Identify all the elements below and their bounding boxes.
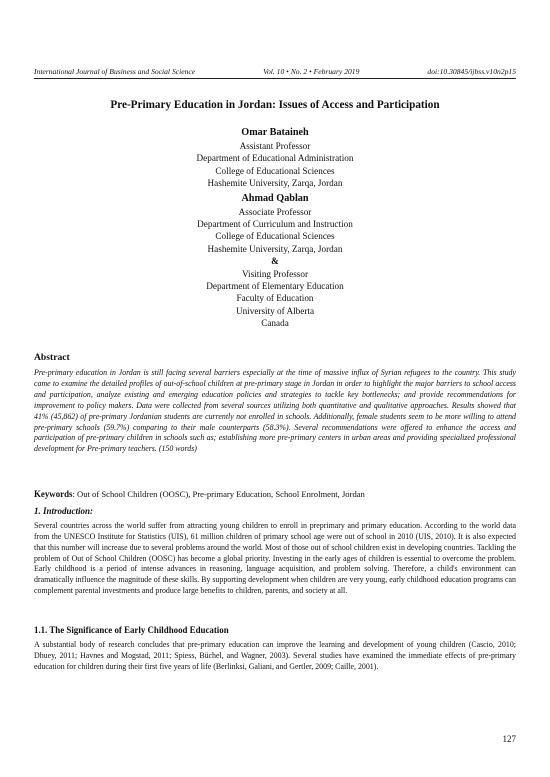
doi: doi:10.30845/ijbss.v10n2p15 — [427, 67, 516, 76]
abstract-heading: Abstract — [34, 352, 70, 363]
author-name-1: Omar Bataineh — [241, 127, 309, 138]
author-ampersand: & — [271, 256, 279, 267]
author-2-visiting-country: Canada — [261, 318, 289, 329]
section-heading-introduction: 1. Introduction: — [34, 506, 94, 516]
author-2-position: Associate Professor — [238, 206, 312, 217]
page-number: 127 — [502, 734, 516, 744]
running-header — [34, 67, 516, 79]
author-1-department: Department of Educational Administration — [196, 153, 354, 164]
author-block — [0, 126, 550, 330]
author-2-university: Hashemite University, Zarqa, Jordan — [207, 243, 343, 254]
author-2-college: College of Educational Sciences — [215, 231, 335, 242]
issue-info: Vol. 10 • No. 2 • February 2019 — [263, 67, 360, 76]
paper-title: Pre-Primary Education in Jordan: Issues of Access and Participation — [110, 99, 440, 111]
author-1-university: Hashemite University, Zarqa, Jordan — [207, 178, 343, 189]
abstract-text: Pre-primary education in Jordan is still facing several barriers especially at the time of massive influx of Syrian refugees to the country. This study came to examine the detailed profiles of out-of-school children at pre-primary stage in Jordan in order to highlight the major barriers to school access and participation, analyze existing and emerging education policies and strategies to tackle key bottlenecks; and provide recommendations for improvement to policy makers. Data were collected from several sources utilizing both quantitative and qualitative approaches. Results showed that 41% (45,862) of pre-primary Jordanian students are currently not enrolled in schools. Additionally, female students seem to be more willing to attend pre-primary schools (59.7%) comparing to their male counterparts (58.3%). Several recommendations were offered to enhance the access and participation of pre-primary children in schools such as; establishing more pre-primary centers in urban areas and providing specialized professional development for Pre-primary teachers. (150 words) — [34, 368, 516, 454]
author-2-visiting-department: Department of Elementary Education — [206, 281, 344, 292]
keywords-line — [34, 489, 516, 499]
introduction-paragraph: Several countries across the world suffer from attracting young children to enroll in preprimary and primary education. According to the world data from the UNESCO Institute for Statistics (UIS), 61 million children of primary school age were out of school in 2010 (UIS, 2010). It is also expected that this number will increase due to several problems around the world. Most of those out of school children exist in developing countries. Tackling the problem of Out of School Children (OOSC) has become a global priority. Investing in the early ages of children is essential to overcome the problem. Early childhood is a period of intense advances in reasoning, language acquisition, and problem solving. Therefore, a child's environment can dramatically influence the magnitude of these skills. By supporting development when children are very young, early childhood education programs can complement parental investments and produce large benefits to children, parents, and society at all. — [34, 521, 516, 596]
author-2-visiting-university: University of Alberta — [235, 305, 315, 316]
keywords-text: : Out of School Children (OOSC), Pre-primary Education, School Enrolment, Jordan — [72, 489, 365, 499]
author-2-department: Department of Curriculum and Instruction — [197, 219, 353, 230]
section-heading-significance: 1.1. The Significance of Early Childhood Education — [34, 625, 229, 635]
author-2-visiting-faculty: Faculty of Education — [236, 293, 314, 304]
keywords-label: Keywords — [34, 489, 73, 499]
significance-paragraph: A substantial body of research concludes that pre-primary education can improve the learning and development of young children (Cascio, 2010; Dhuey, 2011; Havnes and Mogstad, 2011; Spiess, Büchel, and Wagner, 2003). Several studies have examined the immediate effects of pre-primary education for children during their first five years of life (Berlinksi, Galiani, and Gertler, 2009; Caille, 2001). — [34, 640, 516, 671]
journal-name: International Journal of Business and Social Science — [34, 67, 196, 76]
author-2-visiting-position: Visiting Professor — [241, 268, 309, 279]
author-1-college: College of Educational Sciences — [215, 165, 335, 176]
author-name-2: Ahmad Qablan — [241, 192, 309, 204]
author-1-position: Assistant Professor — [239, 141, 311, 151]
